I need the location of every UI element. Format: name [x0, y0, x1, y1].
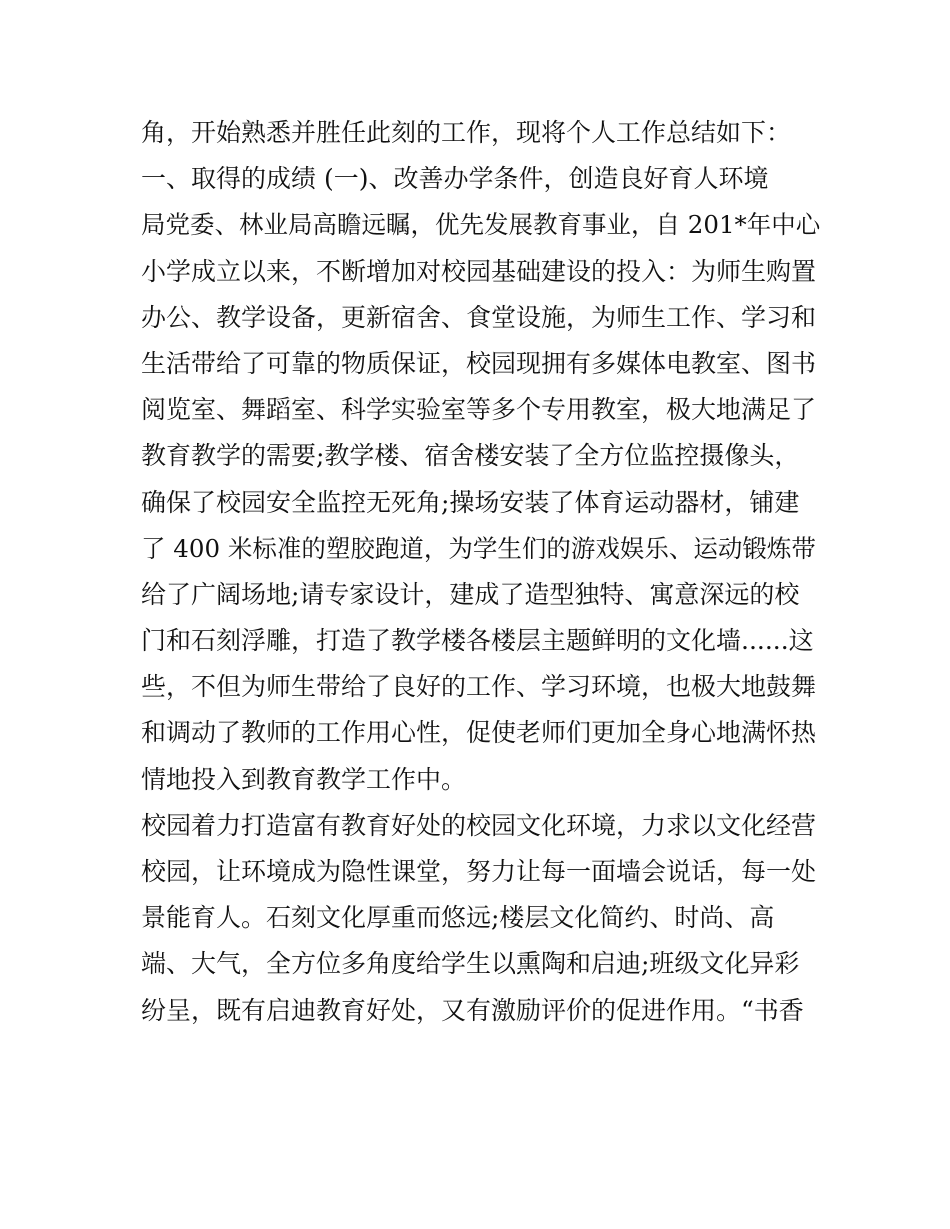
- text-line: 了 400 米标准的塑胶跑道，为学生们的游戏娱乐、运动锻炼带: [141, 533, 816, 563]
- body-text: [141, 110, 821, 1034]
- text-line: 门和石刻浮雕，打造了教学楼各楼层主题鲜明的文化墙......这: [141, 626, 814, 656]
- text-line: 角，开始熟悉并胜任此刻的工作，现将个人工作总结如下：: [141, 118, 792, 147]
- text-line: 些，不但为师生带给了良好的工作、学习环境，也极大地鼓舞: [141, 672, 817, 702]
- text-line: 小学成立以来，不断增加对校园基础建设的投入：为师生购置: [141, 256, 817, 286]
- text-line: 阅览室、舞蹈室、科学实验室等多个专用教室，极大地满足了: [141, 395, 817, 425]
- text-line: 和调动了教师的工作用心性，促使老师们更加全身心地满怀热: [141, 718, 817, 748]
- text-line: 一、取得的成绩 (一)、改善办学条件，创造良好育人环境: [141, 164, 769, 194]
- text-line: 端、大气，全方位多角度给学生以熏陶和启迪;班级文化异彩: [141, 949, 800, 979]
- text-line: 情地投入到教育教学工作中。: [141, 764, 467, 794]
- text-line: 景能育人。石刻文化厚重而悠远;楼层文化简约、时尚、高: [141, 903, 775, 933]
- text-line: 生活带给了可靠的物质保证，校园现拥有多媒体电教室、图书: [141, 348, 817, 378]
- text-line: 校园着力打造富有教育好处的校园文化环境，力求以文化经营: [141, 810, 817, 840]
- text-line: 局党委、林业局高瞻远瞩，优先发展教育事业，自 201*年中心: [141, 210, 821, 240]
- text-line: 教育教学的需要;教学楼、宿舍楼安装了全方位监控摄像头，: [141, 441, 800, 471]
- text-line: 校园，让环境成为隐性课堂，努力让每一面墙会说话，每一处: [141, 857, 817, 886]
- text-line: 给了广阔场地;请专家设计，建成了造型独特、寓意深远的校: [141, 579, 800, 609]
- text-line: 确保了校园安全监控无死角;操场安装了体育运动器材，铺建: [141, 487, 800, 517]
- text-line: 纷呈，既有启迪教育好处，又有激励评价的促进作用。“书香: [141, 995, 804, 1025]
- text-line: 办公、教学设备，更新宿舍、食堂设施，为师生工作、学习和: [141, 302, 817, 332]
